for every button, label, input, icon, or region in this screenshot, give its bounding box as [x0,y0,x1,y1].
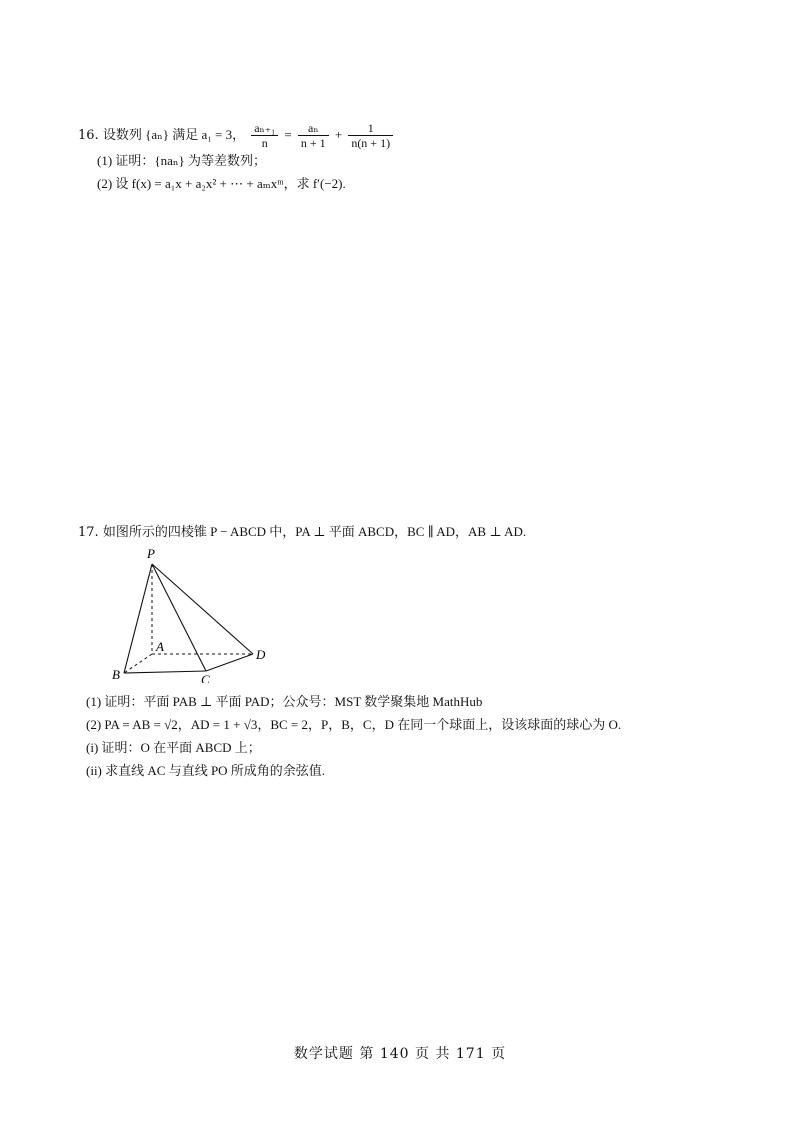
label-c: C [201,672,210,683]
edge-p-b [124,564,152,673]
edge-c-d [206,654,253,671]
fraction-1-over-n-n-plus-1 [348,121,393,150]
problem-17-part-1: (1) 证明：平面 PAB ⊥ 平面 PAD；公众号：MST 数学聚集地 MathHub [86,694,483,709]
fraction-numerator: aₙ [298,121,329,136]
fraction-numerator: 1 [348,121,393,136]
problem-17-part-2-i: (i) 证明：O 在平面 ABCD 上； [86,740,261,755]
fraction-denominator: n + 1 [300,136,326,150]
problem-16-stem [78,121,395,150]
edge-p-c [152,564,206,671]
problem-17-stem [78,523,526,542]
fraction-a-n-plus-1-over-n [251,121,278,150]
label-d: D [256,647,266,662]
fraction-denominator: n(n + 1) [351,136,391,150]
problem-17-stem-text: 如图所示的四棱锥 P − ABCD 中，PA ⊥ 平面 ABCD，BC ∥ AD，AB ⊥ AD. [102,524,527,539]
fraction-a-n-over-n-plus-1 [298,121,329,150]
problem-16-stem-prefix: 设数列 {aₙ} 满足 a₁ = 3， [102,127,246,142]
edge-b-c [124,671,206,673]
label-p: P [147,546,155,561]
pyramid-figure [100,543,280,683]
label-a: A [156,639,164,654]
edge-p-d [152,564,253,654]
problem-17-part-2: (2) PA = AB = √2，AD = 1 + √3，BC = 2，P，B，C，D 在同一个球面上，设该球面的球心为 O. [86,717,622,732]
problem-16-part-1: (1) 证明：{naₙ} 为等差数列； [97,153,267,168]
problem-16-part-2: (2) 设 f(x) = a₁x + a₂x² + ⋯ + aₘxᵐ，求 f′(−2). [97,176,346,191]
page-footer: 数学试题 第 140 页 共 171 页 [293,1046,507,1062]
equals-sign: = [284,127,292,142]
label-b: B [112,667,120,682]
problem-16-number: 16. [78,128,99,143]
fraction-denominator: n [261,136,268,150]
fraction-numerator: aₙ₊₁ [251,121,278,136]
problem-17-part-2-ii: (ii) 求直线 AC 与直线 PO 所成角的余弦值. [86,763,326,778]
plus-sign: + [334,127,343,142]
problem-17-number: 17. [78,525,99,540]
